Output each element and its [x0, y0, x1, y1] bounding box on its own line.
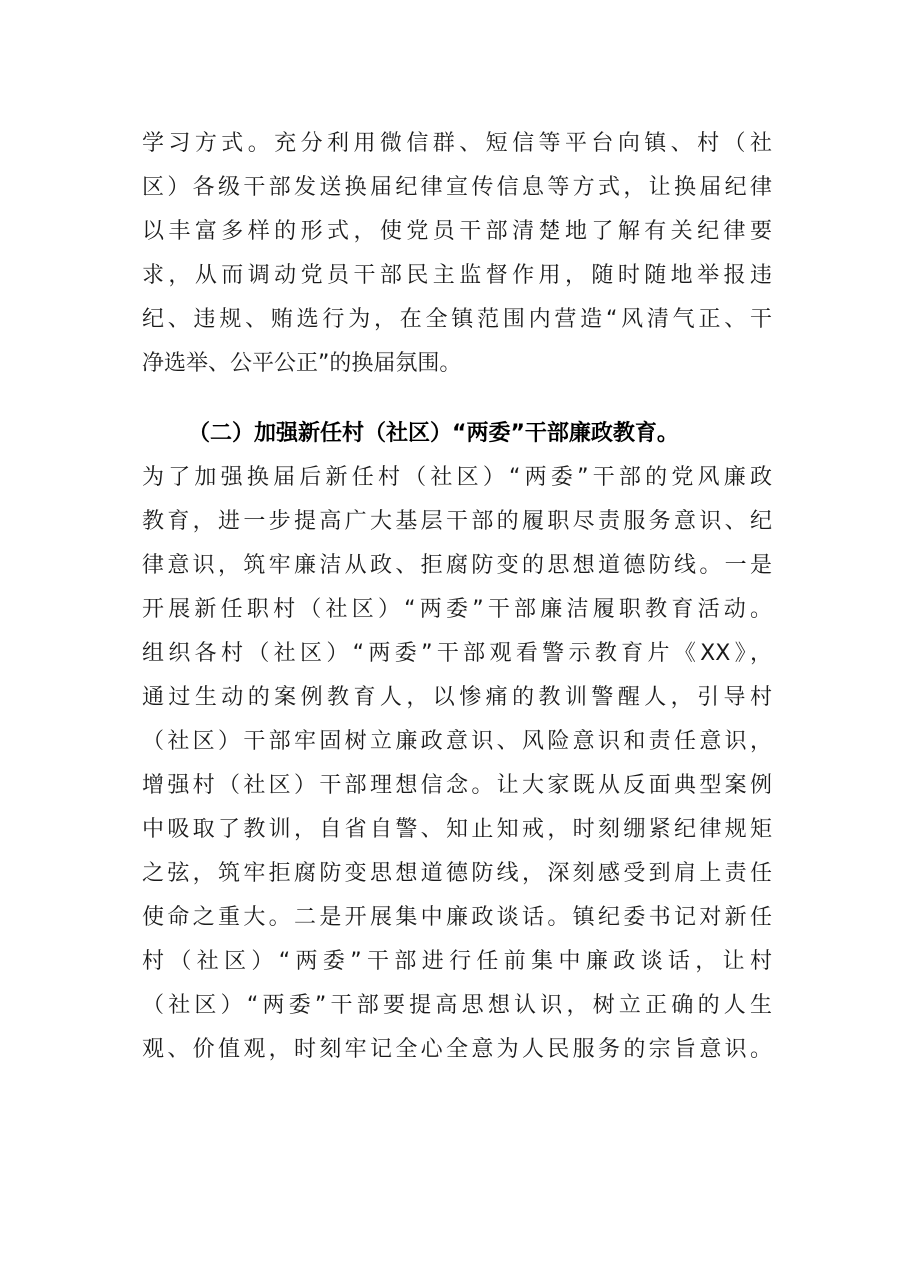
body-text-line: 求，从而调动党员干部民主监督作用，随时随地举报违: [142, 263, 772, 288]
body-text-line: 观、价值观，时刻牢记全心全意为人民服务的宗旨意识。: [142, 1037, 772, 1062]
body-text-line: 为了加强换届后新任村（社区）“两委”干部的党风廉政: [142, 465, 772, 490]
body-text-line: 开展新任职村（社区）“两委”干部廉洁履职教育活动。: [142, 597, 772, 622]
body-text-line: 村（社区）“两委”干部进行任前集中廉政谈话，让村: [142, 949, 772, 974]
body-text-line: 学习方式。充分利用微信群、短信等平台向镇、村（社: [142, 131, 772, 156]
body-text-line: （社区）“两委”干部要提高思想认识，树立正确的人生: [142, 993, 772, 1018]
body-text-line: 净选举、公平公正”的换届氛围。: [142, 351, 462, 376]
body-text-line: 区）各级干部发送换届纪律宣传信息等方式，让换届纪律: [142, 175, 772, 200]
body-text-line: 使命之重大。二是开展集中廉政谈话。镇纪委书记对新任: [142, 905, 772, 930]
body-text-line: 中吸取了教训，自省自警、知止知戒，时刻绷紧纪律规矩: [142, 817, 772, 842]
body-text-line: （社区）干部牢固树立廉政意识、风险意识和责任意识，: [142, 729, 772, 754]
body-text-line: 律意识，筑牢廉洁从政、拒腐防变的思想道德防线。一是: [142, 553, 772, 578]
body-text-line: 通过生动的案例教育人，以惨痛的教训警醒人，引导村: [142, 685, 772, 710]
body-text-line: 以丰富多样的形式，使党员干部清楚地了解有关纪律要: [142, 219, 772, 244]
body-text-line: 增强村（社区）干部理想信念。让大家既从反面典型案例: [142, 773, 772, 798]
body-text-line: 纪、违规、贿选行为，在全镇范围内营造“风清气正、干: [142, 307, 772, 332]
body-text-line: 教育，进一步提高广大基层干部的履职尽责服务意识、纪: [142, 509, 772, 534]
body-text-line: 组织各村（社区）“两委”干部观看警示教育片《XX》，: [142, 641, 772, 666]
body-text-line: 之弦，筑牢拒腐防变思想道德防线，深刻感受到肩上责任: [142, 861, 772, 886]
section-heading: （二）加强新任村（社区）“两委”干部廉政教育。: [188, 421, 679, 446]
